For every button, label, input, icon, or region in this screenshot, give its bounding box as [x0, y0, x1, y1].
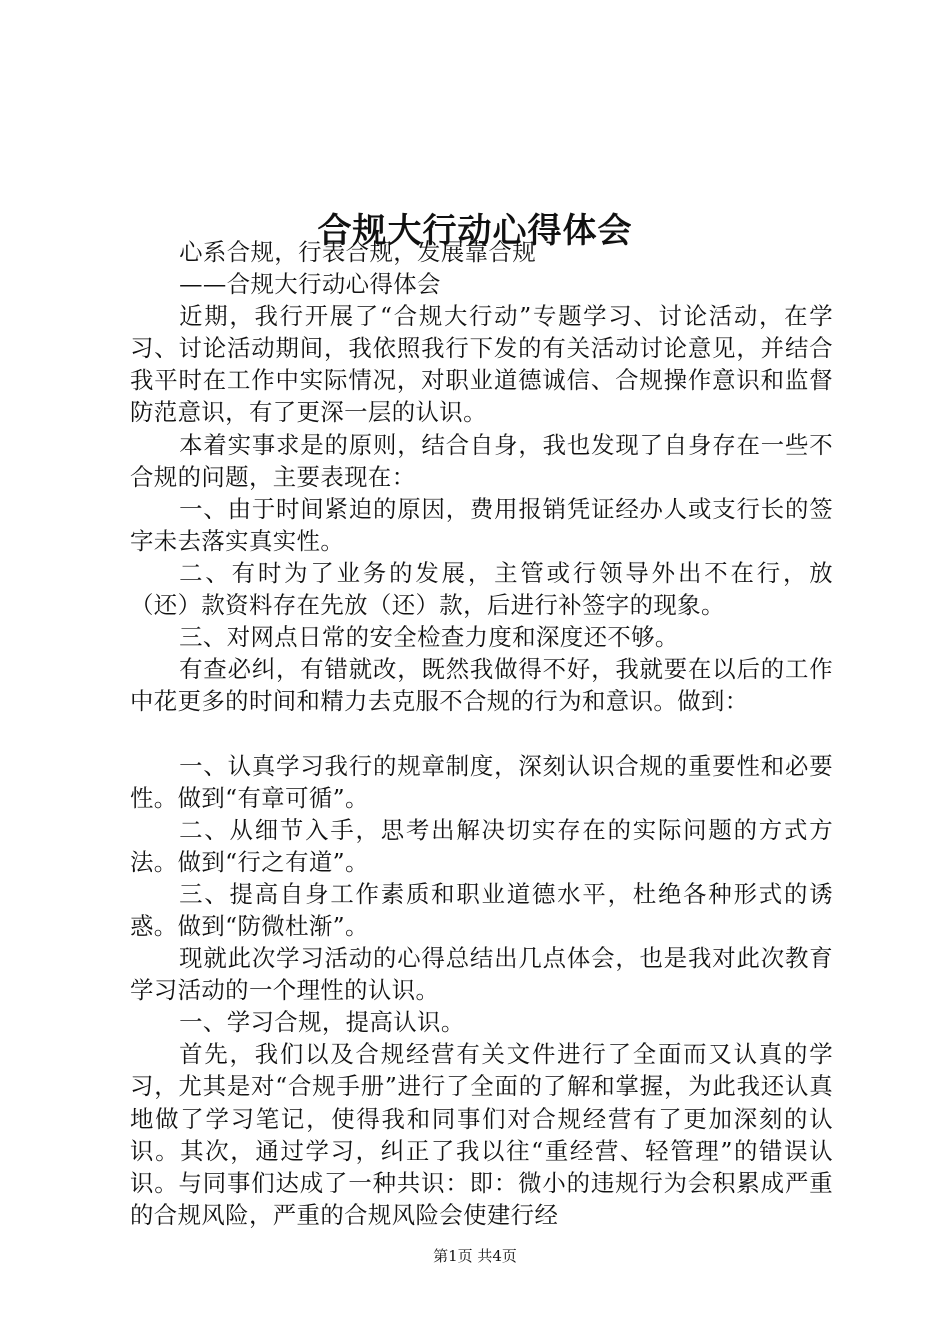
document-title: 合规大行动心得体会 [317, 210, 633, 251]
section-heading: 一、学习合规，提高认识。 [179, 1008, 465, 1037]
paragraph: 有查必纠，有错就改，既然我做得不好，我就要在以后的工作中花更多的时间和精力去克服不合规的行为和意识。做到： [130, 655, 833, 716]
paragraph: 一、由于时间紧迫的原因，费用报销凭证经办人或支行长的签字未去落实真实性。 [130, 494, 833, 555]
page-footer: 第1页 共4页 [433, 1247, 517, 1265]
paragraph: 二、从细节入手，思考出解决切实存在的实际问题的方式方法。做到“行之有道”。 [130, 815, 833, 876]
paragraph: 近期，我行开展了“合规大行动”专题学习、讨论活动，在学习、讨论活动期间，我依照我行下发的有关活动讨论意见，并结合我平时在工作中实际情况，对职业道德诚信、合规操作意识和监督防范意识，有了更深一层的认识。 [130, 302, 833, 427]
paragraph: 二、有时为了业务的发展，主管或行领导外出不在行，放（还）款资料存在先放（还）款，后进行补签字的现象。 [130, 558, 833, 620]
paragraph: 三、提高自身工作素质和职业道德水平，杜绝各种形式的诱惑。做到“防微杜渐”。 [130, 879, 833, 940]
paragraph: 三、对网点日常的安全检查力度和深度还不够。 [179, 623, 679, 652]
document-body [130, 236, 833, 1231]
paragraph: 一、认真学习我行的规章制度，深刻认识合规的重要性和必要性。做到“有章可循”。 [130, 751, 833, 812]
paragraph: 现就此次学习活动的心得总结出几点体会，也是我对此次教育学习活动的一个理性的认识。 [130, 944, 833, 1005]
subtitle-line: ——合规大行动心得体会 [179, 270, 441, 299]
paragraph: 首先，我们以及合规经营有关文件进行了全面而又认真的学习，尤其是对“合规手册”进行了全面的了解和掌握，为此我还认真地做了学习笔记，使得我和同事们对合规经营有了更加深刻的认识。其次，通过学习，纠正了我以往“重经营、轻管理”的错误认识。与同事们达成了一种共识：即：微小的违规行为会积累成严重的合规风险，严重的合规风险会使建行经 [130, 1040, 833, 1229]
paragraph: 本着实事求是的原则，结合自身，我也发现了自身存在一些不合规的问题，主要表现在： [130, 430, 833, 491]
subtitle-line: 心系合规，行表合规，发展靠合规 [179, 238, 536, 266]
blank-line [130, 717, 833, 749]
